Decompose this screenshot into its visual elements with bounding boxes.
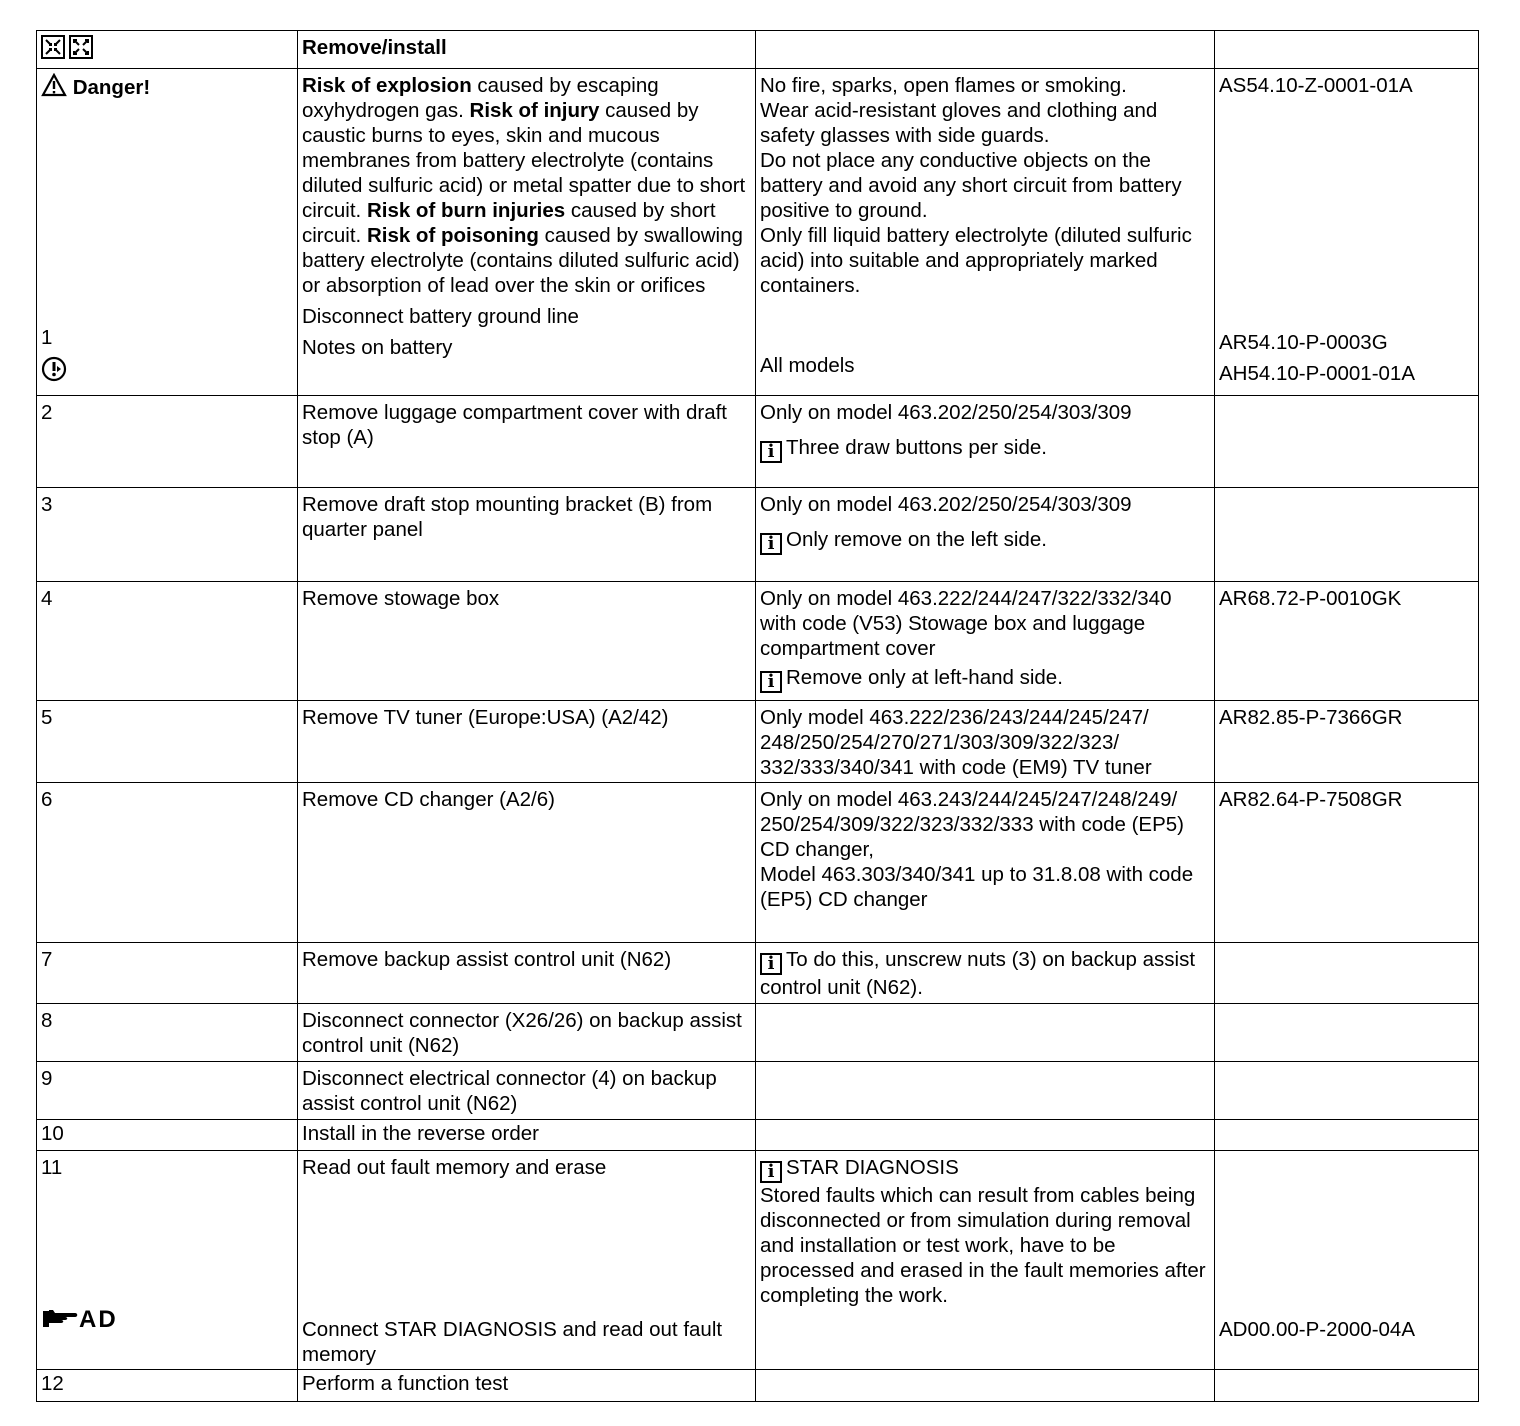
- step-number: 11: [41, 1156, 63, 1179]
- table-row: [37, 396, 1479, 488]
- step-number: 6: [37, 783, 298, 943]
- step-notes: i STAR DIAGNOSIS Stored faults which can result from cables being disconnected or from simulation during removal and installation or test work, have to be processed and erased in the fault memories after completing the work.: [756, 1151, 1215, 1370]
- step-number: 8: [37, 1004, 298, 1062]
- danger-risk-cell: Risk of explosion caused by escaping oxyhydrogen gas. Risk of injury caused by caustic burns to eyes, skin and mucous membranes from battery electrolyte (contains diluted sulfuric acid) or metal spatter due to short circuit. Risk of burn injuries caused by short circuit. Risk of poisoning caused by swallowing battery electrolyte (contains diluted sulfuric acid) or absorption of lead over the skin or orifices Disconnect battery ground line Notes on battery: [298, 69, 756, 396]
- reference-link[interactable]: AR82.85-P-7366GR: [1215, 701, 1479, 783]
- install-icon: [69, 35, 93, 59]
- table-row: [37, 1004, 1479, 1062]
- info-icon: i: [760, 441, 782, 463]
- info-icon: i: [760, 1161, 782, 1183]
- info-icon: i: [760, 533, 782, 555]
- step-text: Read out fault memory and erase: [302, 1156, 607, 1179]
- step-number: 10: [37, 1120, 298, 1151]
- pointing-hand-icon: [41, 1307, 79, 1329]
- step-notes: Only on model 463.202/250/254/303/309 i Only remove on the left side.: [756, 488, 1215, 582]
- risk-injury-label: Risk of injury: [469, 99, 600, 122]
- header-icons-cell: [37, 31, 298, 69]
- table-row: [37, 488, 1479, 582]
- info-icon: i: [760, 671, 782, 693]
- table-row: [37, 783, 1479, 943]
- table-row: [37, 1062, 1479, 1120]
- remove-icon: [41, 35, 65, 59]
- step-number: 9: [37, 1062, 298, 1120]
- reference-link[interactable]: AR82.64-P-7508GR: [1215, 783, 1479, 943]
- step-notes: Only on model 463.243/244/245/247/248/249/ 250/254/309/322/323/332/333 with code (EP5) CD changer, Model 463.303/340/341 up to 31.8.08 with code (EP5) CD changer: [756, 783, 1215, 943]
- table-row: [37, 701, 1479, 783]
- reference-link[interactable]: AS54.10-Z-0001-01A: [1219, 74, 1413, 97]
- step-text: Remove draft stop mounting bracket (B) from quarter panel: [298, 488, 756, 582]
- step-text: Disconnect electrical connector (4) on backup assist control unit (N62): [298, 1062, 756, 1120]
- step-number: 1: [41, 326, 53, 349]
- warning-triangle-icon: [41, 73, 67, 97]
- step-text: Remove luggage compartment cover with draft stop (A): [298, 396, 756, 488]
- notes-models: All models: [760, 354, 855, 377]
- step-number: 3: [37, 488, 298, 582]
- risk-burn-label: Risk of burn injuries: [366, 199, 566, 222]
- reference-link[interactable]: AD00.00-P-2000-04A: [1219, 1318, 1416, 1341]
- step-text-cell: [298, 1151, 756, 1370]
- step-number: 7: [37, 943, 298, 1004]
- step-number: 2: [37, 396, 298, 488]
- notes-text: Notes on battery: [302, 336, 453, 359]
- reference-link[interactable]: AR54.10-P-0003G: [1219, 331, 1388, 354]
- step-number-cell: [37, 1151, 298, 1370]
- notes-icon: [41, 356, 293, 388]
- risk-explosion-label: Risk of explosion: [302, 74, 472, 97]
- header-row: [37, 31, 1479, 69]
- danger-measures-cell: No fire, sparks, open flames or smoking. Wear acid-resistant gloves and clothing and safety glasses with side guards. Do not place any conductive objects on the battery and avoid any short circuit from battery positive to ground. Only fill liquid battery electrolyte (diluted sulfuric acid) into suitable and appropriately marked containers. All models: [756, 69, 1215, 396]
- step-number: 12: [37, 1370, 298, 1402]
- table-row: [37, 1151, 1479, 1370]
- risk-poisoning-label: Risk of poisoning: [366, 224, 539, 247]
- danger-ref-cell: [1215, 69, 1479, 396]
- danger-label-cell: [37, 69, 298, 396]
- reference-link[interactable]: AH54.10-P-0001-01A: [1219, 362, 1416, 385]
- step-text: Remove stowage box: [298, 582, 756, 701]
- step-notes: i To do this, unscrew nuts (3) on backup assist control unit (N62).: [756, 943, 1215, 1004]
- step-text: Disconnect battery ground line: [302, 305, 579, 328]
- step-text: Remove TV tuner (Europe:USA) (A2/42): [298, 701, 756, 783]
- danger-label: Danger!: [41, 73, 293, 100]
- step-text: Install in the reverse order: [298, 1120, 756, 1151]
- reference-link[interactable]: AR68.72-P-0010GK: [1215, 582, 1479, 701]
- ad-label: AD: [79, 1306, 118, 1333]
- step-text: Remove backup assist control unit (N62): [298, 943, 756, 1004]
- ad-text: Connect STAR DIAGNOSIS and read out fault memory: [302, 1318, 723, 1366]
- header-title: Remove/install: [298, 31, 756, 69]
- table-row: [37, 1370, 1479, 1402]
- step-number: 4: [37, 582, 298, 701]
- table-row: [37, 943, 1479, 1004]
- step-notes: Only on model 463.222/244/247/322/332/340 with code (V53) Stowage box and luggage compartment cover i Remove only at left-hand side.: [756, 582, 1215, 701]
- table-row: [37, 1120, 1479, 1151]
- step-number: 5: [37, 701, 298, 783]
- step-text: Remove CD changer (A2/6): [298, 783, 756, 943]
- step-text: Disconnect connector (X26/26) on backup assist control unit (N62): [298, 1004, 756, 1062]
- step-notes: Only on model 463.202/250/254/303/309 i Three draw buttons per side.: [756, 396, 1215, 488]
- danger-row: [37, 69, 1479, 396]
- table-row: [37, 582, 1479, 701]
- repair-procedure-table: [36, 30, 1479, 1402]
- info-icon: i: [760, 953, 782, 975]
- step-notes: Only model 463.222/236/243/244/245/247/ 248/250/254/270/271/303/309/322/323/ 332/333/340/341 with code (EM9) TV tuner: [756, 701, 1215, 783]
- step-text: Perform a function test: [298, 1370, 756, 1402]
- ref-cell: [1215, 1151, 1479, 1370]
